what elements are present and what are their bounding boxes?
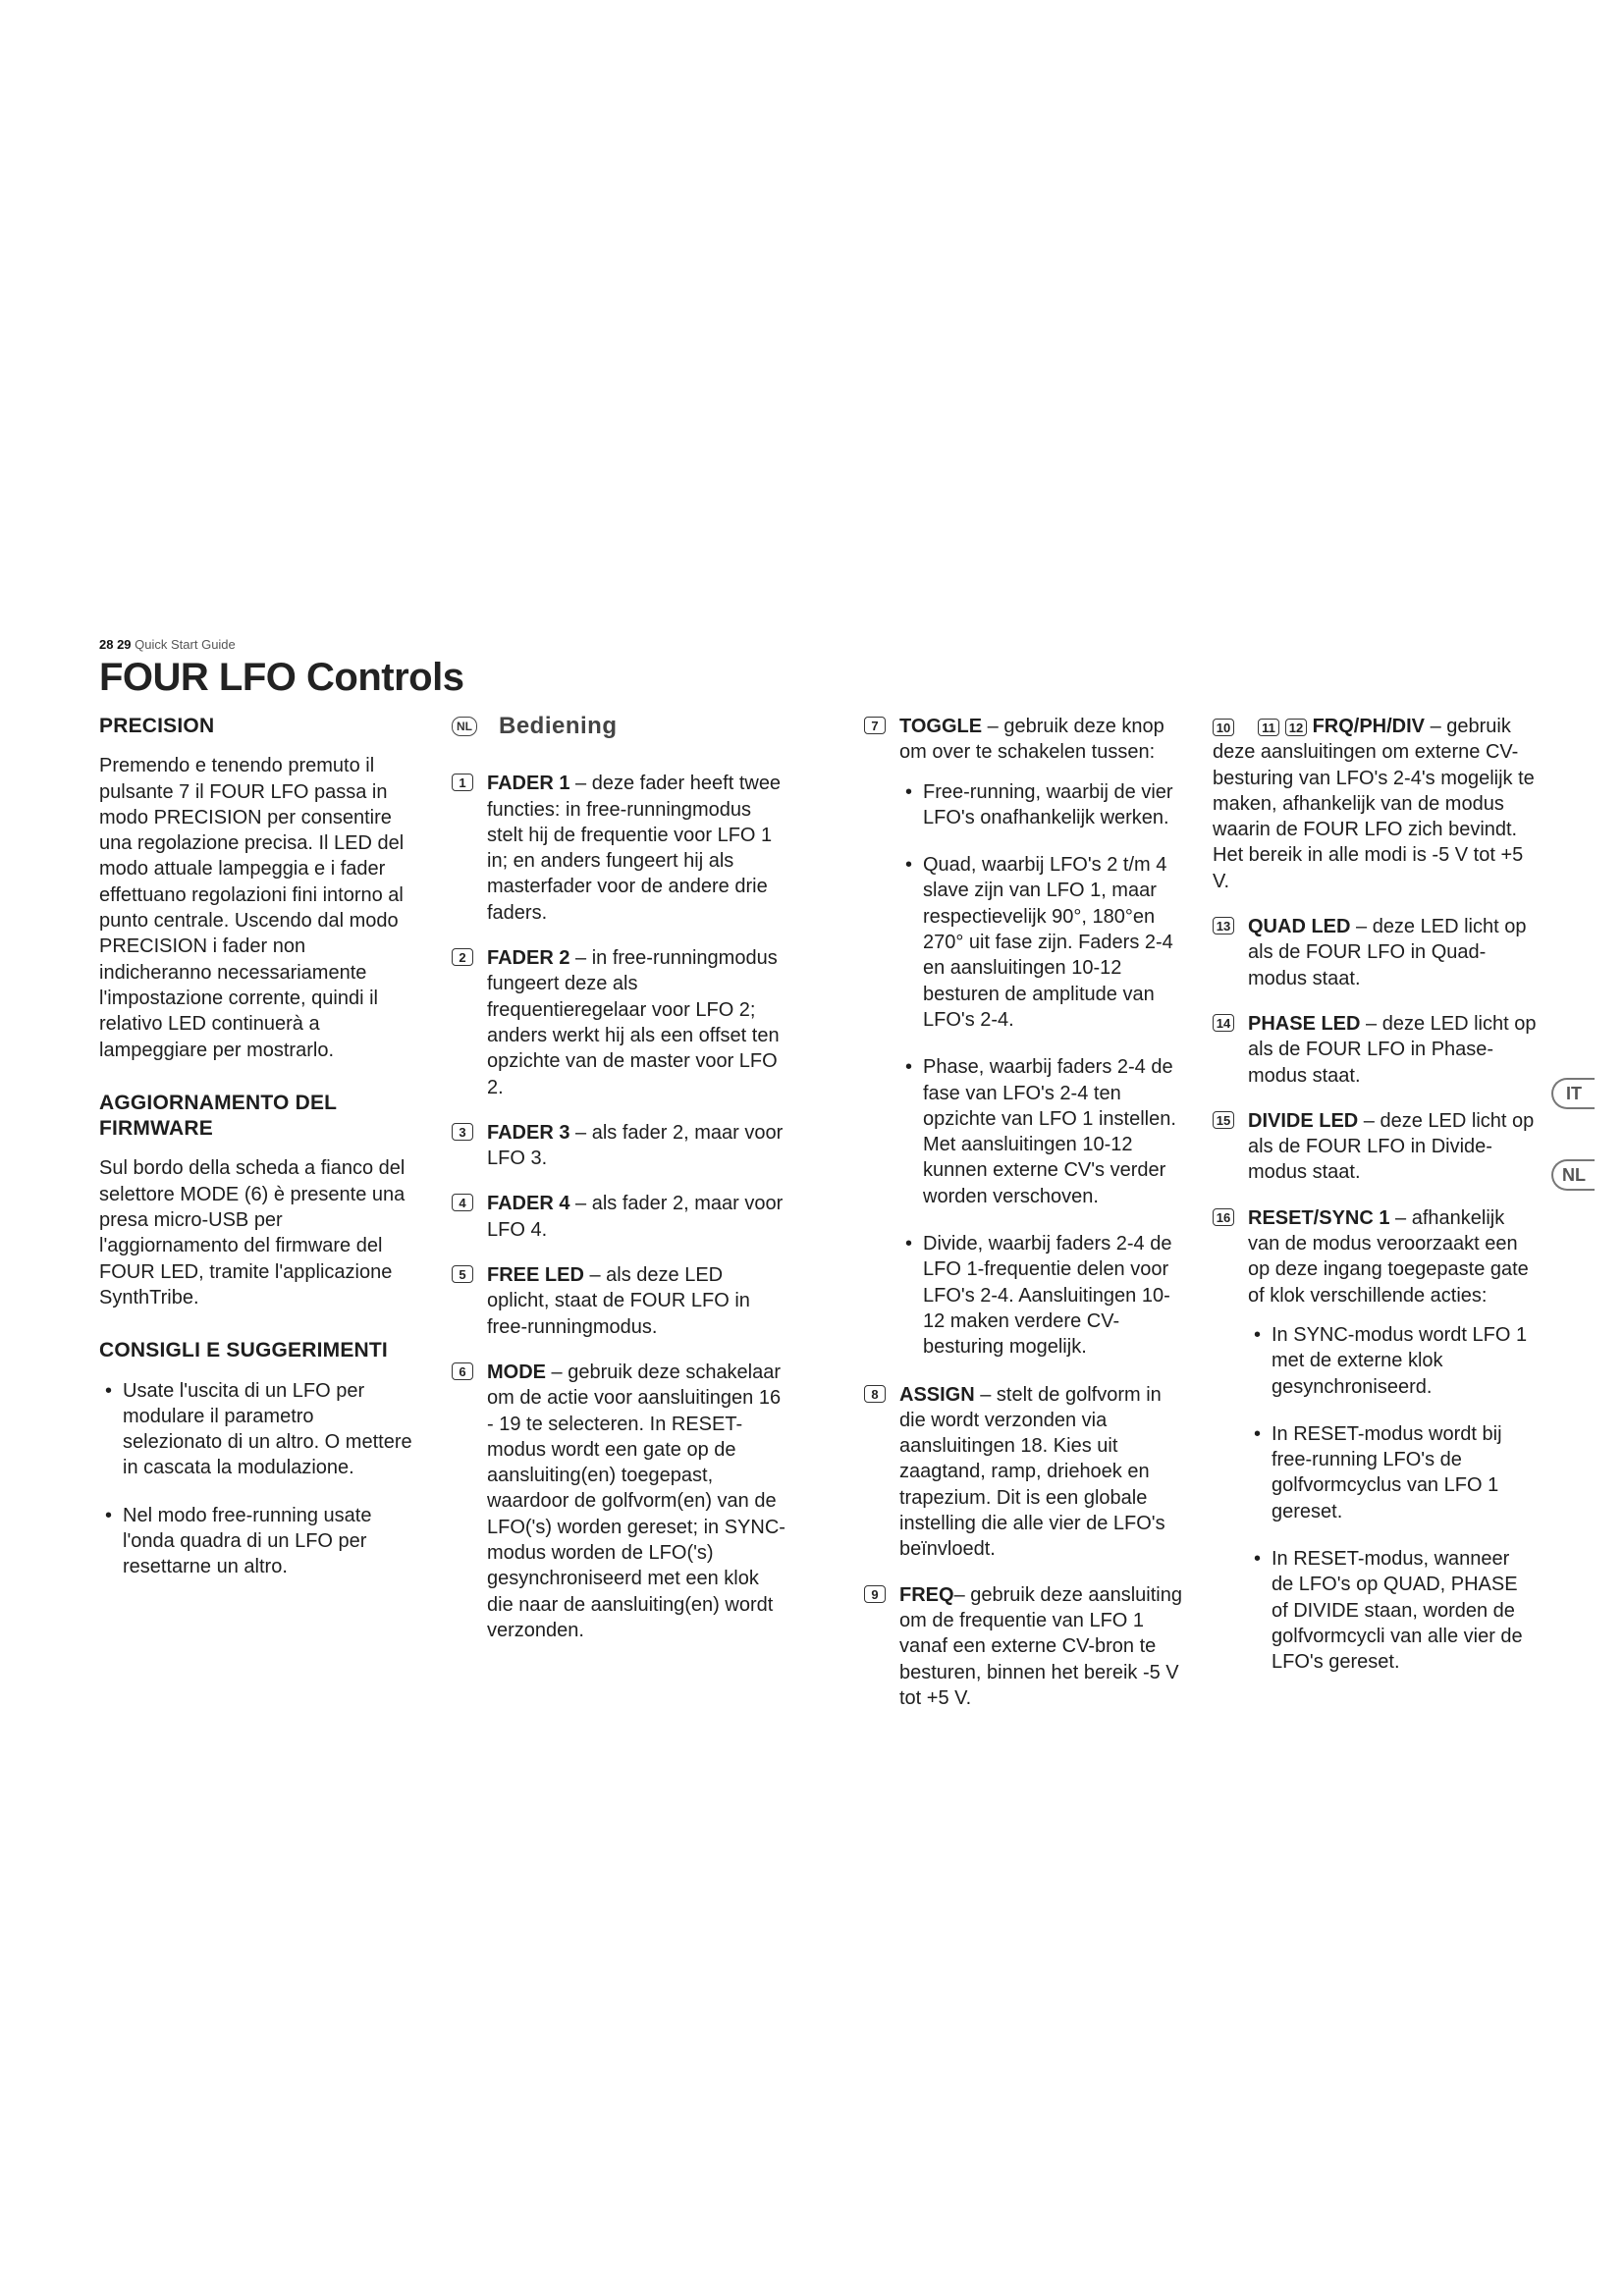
control-text: – gebruik deze aansluitingen om externe CV-besturing van LFO's 2-4's mogelijk te maken, afhankelijk van de modus waarin de FOUR LFO zich bevindt. Het bereik in alle modi is -5 V tot +5 V. bbox=[1213, 716, 1535, 892]
list-item: • Divide, waarbij faders 2-4 de LFO 1-frequentie delen voor LFO's 2-4. Aansluitingen 10-12 maken verdere CV-besturing mogelijk. bbox=[899, 1231, 1188, 1360]
language-tab-nl[interactable]: NL bbox=[1551, 1159, 1595, 1191]
control-item bbox=[1213, 914, 1537, 991]
number-badge: 1 bbox=[452, 774, 473, 791]
control-item bbox=[864, 1582, 1188, 1711]
control-item bbox=[452, 945, 785, 1100]
control-item bbox=[1213, 1108, 1537, 1186]
control-text: – als fader 2, maar voor LFO 3. bbox=[487, 1121, 784, 1170]
number-badge: 7 bbox=[864, 717, 886, 734]
precision-text: Premendo e tenendo premuto il pulsante 7 il FOUR LFO passa in modo PRECISION per consentire una regolazione precisa. Il LED del modo attuale lampeggia e i fader effettuano regolazioni fini intorno al punto centrale. Uscendo dal modo PRECISION i fader non indicheranno necessariamente l'impostazione corrente, quindi il relativo LED continuerà a lampeggiare per mostrarlo. bbox=[99, 755, 405, 1061]
number-badge: 12 bbox=[1285, 719, 1307, 736]
control-text: – deze LED licht op als de FOUR LFO in Divide-modus staat. bbox=[1248, 1109, 1535, 1184]
control-label: FADER 1 bbox=[487, 773, 570, 795]
control-label: FADER 3 bbox=[487, 1121, 570, 1144]
control-item bbox=[1213, 1011, 1537, 1089]
column-italian bbox=[99, 714, 413, 1602]
control-label: TOGGLE bbox=[899, 716, 983, 737]
control-label: QUAD LED bbox=[1248, 916, 1351, 938]
number-badge: 13 bbox=[1213, 917, 1234, 934]
control-label: FREE LED bbox=[487, 1264, 584, 1287]
number-badge: 3 bbox=[452, 1123, 473, 1141]
control-text: – afhankelijk van de modus veroorzaakt een op deze ingang toegepaste gate of klok verschillende acties: bbox=[1248, 1206, 1529, 1307]
number-badge: 4 bbox=[452, 1194, 473, 1211]
control-label: FADER 4 bbox=[487, 1193, 570, 1215]
list-item: • Free-running, waarbij de vier LFO's onafhankelijk werken. bbox=[899, 779, 1188, 831]
number-badge: 2 bbox=[452, 948, 473, 966]
number-badge: 11 bbox=[1258, 719, 1279, 736]
control-label: FREQ bbox=[899, 1583, 954, 1606]
firmware-text: Sul bordo della scheda a fianco del selettore MODE (6) è presente una presa micro-USB per l'aggiornamento del firmware del FOUR LED, tramite l'applicazione SynthTribe. bbox=[99, 1157, 406, 1308]
control-label: MODE bbox=[487, 1361, 546, 1383]
number-badge: 15 bbox=[1213, 1111, 1234, 1129]
control-label: RESET/SYNC 1 bbox=[1248, 1206, 1390, 1229]
control-text: – als deze LED oplicht, staat de FOUR LFO in free-runningmodus. bbox=[487, 1264, 750, 1338]
section-title-precision: PRECISION bbox=[99, 715, 215, 737]
tips-list bbox=[99, 1378, 413, 1580]
control-item bbox=[452, 1120, 785, 1172]
page-numbers: 28 29 bbox=[99, 637, 132, 652]
control-item bbox=[452, 771, 785, 926]
control-item bbox=[864, 1382, 1188, 1563]
language-tab-it[interactable]: IT bbox=[1551, 1078, 1595, 1109]
number-badge: 8 bbox=[864, 1385, 886, 1403]
language-tag: NL bbox=[452, 717, 477, 736]
number-badge: 14 bbox=[1213, 1014, 1234, 1032]
control-item bbox=[1213, 714, 1537, 894]
control-item bbox=[1213, 1205, 1537, 1676]
control-text: – deze fader heeft twee functies: in free-runningmodus stelt hij de frequentie voor LFO 1 in; en anders fungeert hij als masterfader voor de andere drie faders. bbox=[487, 773, 782, 924]
control-text: – deze LED licht op als de FOUR LFO in Phase-modus staat. bbox=[1248, 1012, 1537, 1087]
control-item bbox=[452, 1191, 785, 1243]
column-dutch-3 bbox=[1213, 714, 1537, 1697]
page-header bbox=[99, 637, 236, 652]
number-badges bbox=[1213, 719, 1307, 736]
control-text: – gebruik deze schakelaar om de actie voor aansluitingen 16 - 19 te selecteren. In RESET-modus wordt een gate op de aansluiting(en) toegepast, waardoor de golfvorm(en) van de LFO('s) worden gereset; in SYNC-modus worden de LFO('s) gesynchroniseerd met een klok die naar de aansluiting(en) wordt verzonden. bbox=[487, 1361, 785, 1641]
control-label: FADER 2 bbox=[487, 947, 570, 970]
column-dutch-1 bbox=[452, 714, 785, 1663]
number-badge: 9 bbox=[864, 1585, 886, 1603]
control-text: – als fader 2, maar voor LFO 4. bbox=[487, 1193, 784, 1241]
control-item bbox=[864, 714, 1188, 1361]
control-label: ASSIGN bbox=[899, 1383, 975, 1406]
toggle-options-list bbox=[899, 779, 1188, 1361]
control-label: PHASE LED bbox=[1248, 1012, 1361, 1035]
control-item bbox=[452, 1262, 785, 1340]
column-dutch-2 bbox=[864, 714, 1188, 1731]
section-heading: Bediening bbox=[499, 713, 618, 739]
number-badge: 10 bbox=[1213, 719, 1234, 736]
list-item: • Quad, waarbij LFO's 2 t/m 4 slave zijn van LFO 1, maar respectievelijk 90°, 180°en 270° uit fase zijn. Faders 2-4 en aansluitingen 10-12 besturen de amplitude van LFO's 2-4. bbox=[899, 852, 1188, 1033]
control-text: – stelt de golfvorm in die wordt verzonden via aansluitingen 18. Kies uit zaagtand, ramp, driehoek en trapezium. Dit is een globale instelling die alle vier de LFO's beïnvloedt. bbox=[899, 1383, 1165, 1561]
list-item: • Phase, waarbij faders 2-4 de fase van LFO's 2-4 ten opzichte van LFO 1 instellen. Met aansluitingen 10-12 kunnen externe CV's verder worden verschoven. bbox=[899, 1054, 1188, 1209]
control-text: – in free-runningmodus fungeert deze als frequentieregelaar voor LFO 2; anders werkt hij als een offset ten opzichte van de master voor LFO 2. bbox=[487, 947, 780, 1098]
control-text: – gebruik deze knop om over te schakelen tussen: bbox=[899, 716, 1164, 764]
number-badge: 16 bbox=[1213, 1208, 1234, 1226]
language-heading bbox=[452, 714, 785, 739]
number-badge: 5 bbox=[452, 1265, 473, 1283]
control-label: DIVIDE LED bbox=[1248, 1109, 1359, 1132]
control-item bbox=[452, 1360, 785, 1643]
control-label: FRQ/PH/DIV bbox=[1312, 716, 1426, 737]
list-item: • Usate l'uscita di un LFO per modulare il parametro selezionato di un altro. O mettere in cascata la modulazione. bbox=[99, 1378, 413, 1481]
number-badge: 6 bbox=[452, 1362, 473, 1380]
list-item: • In SYNC-modus wordt LFO 1 met de externe klok gesynchroniseerd. bbox=[1248, 1322, 1537, 1400]
reset-options-list bbox=[1248, 1322, 1537, 1676]
list-item: • In RESET-modus wordt bij free-running LFO's de golfvormcyclus van LFO 1 gereset. bbox=[1248, 1421, 1537, 1524]
guide-name: Quick Start Guide bbox=[135, 637, 236, 652]
section-title-tips: CONSIGLI E SUGGERIMENTI bbox=[99, 1339, 388, 1362]
section-title-firmware: AGGIORNAMENTO DEL FIRMWARE bbox=[99, 1091, 337, 1141]
list-item: • Nel modo free-running usate l'onda quadra di un LFO per resettarne un altro. bbox=[99, 1503, 413, 1580]
control-text: – gebruik deze aansluiting om de frequentie van LFO 1 vanaf een externe CV-bron te besturen, binnen het bereik -5 V tot +5 V. bbox=[899, 1583, 1182, 1709]
list-item: • In RESET-modus, wanneer de LFO's op QUAD, PHASE of DIVIDE staan, worden de golfvormcycli van alle vier de LFO's gereset. bbox=[1248, 1546, 1537, 1675]
control-text: – deze LED licht op als de FOUR LFO in Quad-modus staat. bbox=[1248, 916, 1527, 989]
page-title: FOUR LFO Controls bbox=[99, 656, 464, 699]
